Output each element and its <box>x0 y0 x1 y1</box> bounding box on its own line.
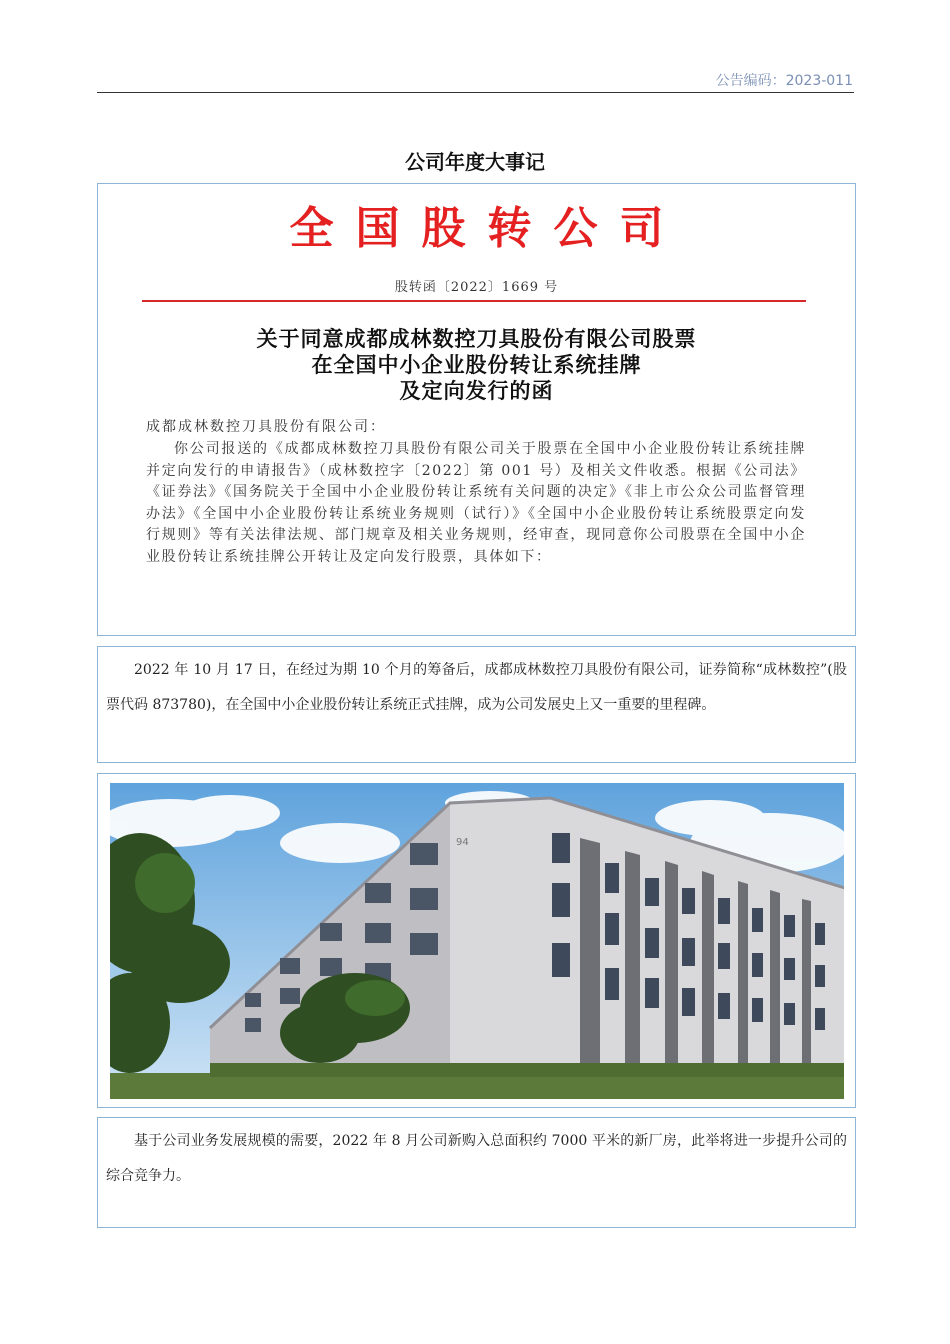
hedge <box>210 1063 844 1077</box>
factory-event-box <box>97 1117 856 1228</box>
letterhead: 全国股转公司 <box>289 203 686 254</box>
letter-body: 你公司报送的《成都成林数控刀具股份有限公司关于股票在全国中小企业股份转让系统挂牌并定向发行的申请报告》（成林数控字〔2022〕第 001 号）及相关文件收悉。根据《公司法》《证券法》《国务院关于全国中小企业股份转让系统有关问题的决定》《非上市公众公司监督管理办法》《全国中小企业股份转让系统业务规则（试行）》《全国中小企业股份转让系统股票定向发行规则》等有关法律法规、部门规章及相关业务规则，经审查，现同意你公司股票在全国中小企业股份转让系统挂牌公开转让及定向发行股票，具体如下： <box>146 441 806 565</box>
listing-event-box <box>97 646 856 763</box>
announcement-code: 公告编码：2023-011 <box>715 73 853 89</box>
letter-reference-number: 股转函〔2022〕1669 号 <box>394 280 559 295</box>
factory-event-paragraph: 基于公司业务发展规模的需要，2022 年 8 月公司新购入总面积约 7000 平米的新厂房，此举将进一步提升公司的综合竞争力。 <box>106 1133 847 1184</box>
factory-photo-box <box>97 773 856 1108</box>
letter-addressee: 成都成林数控刀具股份有限公司： <box>146 419 386 435</box>
listing-event-paragraph: 2022 年 10 月 17 日，在经过为期 10 个月的筹备后，成都成林数控刀具股份有限公司，证券简称“成林数控”(股票代码 873780)，在全国中小企业股份转让系统正式挂牌，成为公司发展史上又一重要的里程碑。 <box>106 662 847 713</box>
factory-building-photo <box>110 783 844 1099</box>
letter-title-line: 及定向发行的函 <box>399 378 554 403</box>
page-title: 公司年度大事记 <box>405 150 545 174</box>
letter-title-line: 在全国中小企业股份转让系统挂牌 <box>311 352 642 377</box>
approval-letter-image <box>97 183 856 636</box>
letterhead-red-rule <box>142 300 806 302</box>
letter-title-line: 关于同意成都成林数控刀具股份有限公司股票 <box>256 326 697 351</box>
building-number: 94 <box>456 837 469 848</box>
factory-building-illustration <box>110 783 844 1099</box>
header-divider <box>97 92 854 93</box>
